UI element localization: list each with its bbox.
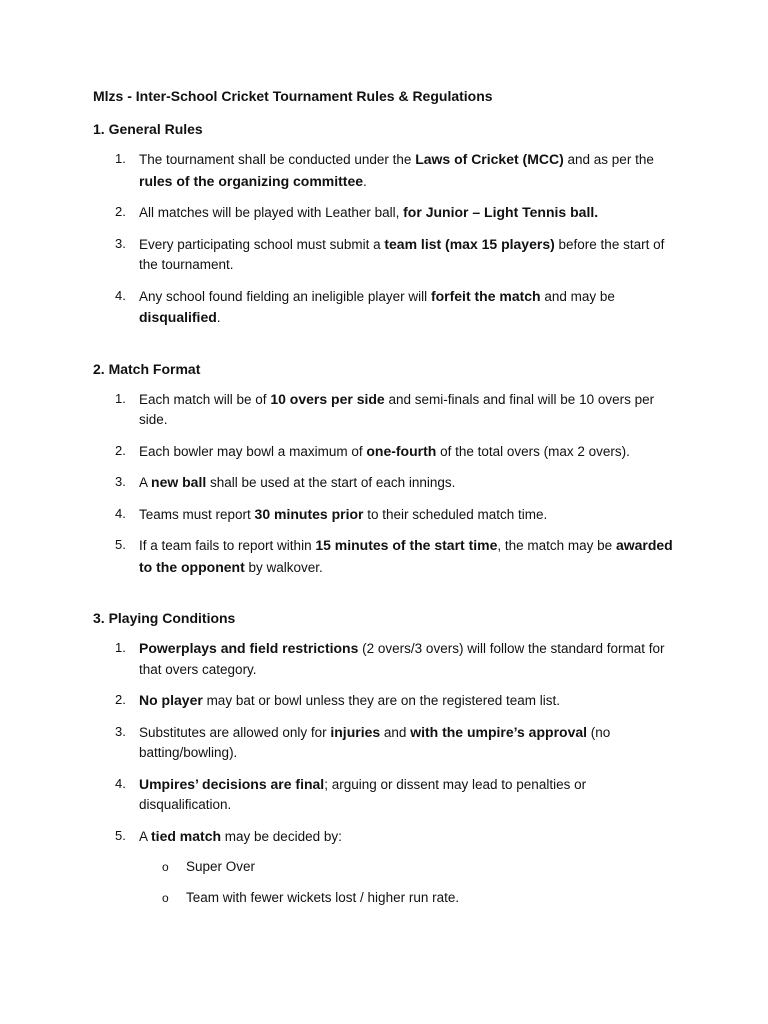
rule-item — [93, 286, 673, 329]
section-1 — [93, 119, 673, 329]
rule-number: 4. — [115, 775, 126, 791]
rule-number: 5. — [115, 827, 126, 843]
sections-container — [93, 119, 673, 908]
rule-text — [139, 289, 615, 326]
plain-text: may be decided by: — [221, 828, 342, 844]
plain-text: Each bowler may bowl a maximum of — [139, 443, 367, 459]
document-body — [93, 86, 673, 938]
rule-text — [139, 475, 455, 490]
emphasis-text: No player — [139, 692, 203, 708]
emphasis-text: team list (max 15 players) — [384, 235, 555, 252]
rules-list — [93, 638, 673, 908]
rule-item — [93, 826, 673, 909]
plain-text: and may be — [540, 288, 615, 304]
sub-item-text: Team with fewer wickets lost / higher run rate. — [186, 889, 460, 905]
rule-item — [93, 638, 673, 680]
plain-text: Substitutes are allowed only for — [139, 724, 331, 740]
plain-text: The tournament shall be conducted under the — [139, 152, 416, 167]
plain-text: All matches will be played with Leather ball, — [139, 205, 404, 220]
rule-item — [93, 774, 673, 816]
section-2 — [93, 359, 673, 579]
emphasis-text: Powerplays and field restrictions — [139, 640, 359, 656]
sub-item — [139, 857, 673, 878]
plain-text: shall be used at the start of each innings. — [206, 475, 456, 490]
emphasis-text: with the umpire’s approval — [410, 723, 588, 740]
plain-text: A — [139, 828, 152, 844]
plain-text: Every participating school must submit a — [139, 236, 385, 252]
rule-number: 5. — [115, 537, 126, 552]
plain-text: may bat or bowl unless they are on the registered team list. — [202, 693, 560, 708]
emphasis-text: injuries — [330, 723, 381, 740]
emphasis-text: for Junior – Light Tennis ball. — [403, 204, 599, 220]
rule-item — [93, 472, 673, 494]
emphasis-text: forfeit the match — [430, 287, 541, 304]
rule-item — [93, 234, 673, 276]
sub-list — [139, 857, 673, 908]
plain-text: of the total overs (max 2 overs). — [436, 443, 630, 459]
rule-text — [139, 693, 560, 708]
plain-text: (no batting/bowling). — [139, 724, 611, 760]
rule-text — [139, 392, 654, 428]
rule-text — [139, 829, 342, 844]
rule-text — [139, 777, 586, 813]
rules-list — [93, 389, 673, 579]
rules-list — [93, 149, 673, 329]
emphasis-text: Umpires’ decisions are final — [139, 775, 325, 792]
rule-text — [139, 237, 664, 273]
emphasis-text: tied match — [151, 827, 222, 844]
emphasis-text: disqualified — [139, 309, 217, 325]
sub-item-text: Super Over — [186, 859, 256, 874]
plain-text: and — [380, 724, 411, 740]
rule-item — [93, 535, 673, 578]
rule-number: 1. — [115, 640, 126, 655]
rule-number: 3. — [115, 723, 126, 739]
bullet-icon: o — [162, 860, 169, 874]
rule-number: 3. — [115, 474, 126, 489]
plain-text: A — [139, 475, 152, 490]
section-heading: 1. General Rules — [93, 121, 203, 137]
rule-number: 2. — [115, 204, 126, 219]
rule-number: 1. — [115, 390, 126, 406]
rule-text — [139, 444, 630, 459]
emphasis-text: awarded to the opponent — [139, 537, 673, 575]
plain-text: to their scheduled match time. — [363, 506, 548, 522]
plain-text: ; arguing or dissent may lead to penalties or disqualification. — [139, 776, 587, 812]
plain-text: and as per the — [563, 152, 654, 167]
rule-text — [139, 507, 547, 522]
plain-text: . — [216, 310, 221, 325]
section-heading: 2. Match Format — [93, 360, 201, 377]
rule-number: 3. — [115, 235, 126, 251]
rule-item — [93, 202, 673, 224]
rule-item — [93, 149, 673, 192]
rule-text — [139, 205, 598, 220]
emphasis-text: 15 minutes of the start time — [315, 537, 498, 553]
plain-text: and semi-finals and final will be 10 overs per side. — [139, 391, 655, 427]
rule-text — [139, 538, 673, 575]
rule-number: 4. — [115, 287, 126, 303]
rule-text — [139, 152, 654, 189]
plain-text: before the start of the tournament. — [139, 236, 665, 272]
plain-text: . — [363, 173, 367, 189]
rule-item — [93, 441, 673, 463]
sub-item — [139, 888, 673, 909]
emphasis-text: new ball — [151, 474, 207, 490]
plain-text: Teams must report — [139, 506, 255, 522]
emphasis-text: 30 minutes prior — [254, 505, 364, 522]
rule-item — [93, 389, 673, 431]
plain-text: Each match will be of — [139, 391, 271, 407]
plain-text: , the match may be — [497, 538, 616, 553]
emphasis-text: rules of the organizing committee — [139, 172, 364, 189]
document-title: Mlzs - Inter-School Cricket Tournament Rules & Regulations — [93, 88, 493, 104]
rule-item — [93, 504, 673, 526]
rule-text — [139, 725, 610, 761]
bullet-icon: o — [162, 890, 169, 905]
rule-number: 2. — [115, 442, 126, 458]
section-heading: 3. Playing Conditions — [93, 610, 236, 626]
rule-number: 2. — [115, 692, 126, 707]
plain-text: If a team fails to report within — [139, 538, 316, 553]
plain-text: by walkover. — [244, 559, 323, 575]
rule-item — [93, 722, 673, 764]
rule-number: 4. — [115, 505, 126, 521]
section-3 — [93, 608, 673, 908]
emphasis-text: one-fourth — [366, 442, 437, 459]
plain-text: (2 overs/3 overs) will follow the standard format for that overs category. — [139, 641, 665, 677]
emphasis-text: Laws of Cricket (MCC) — [415, 151, 564, 167]
plain-text: Any school found fielding an ineligible player will — [139, 288, 431, 304]
rule-item — [93, 690, 673, 712]
rule-number: 1. — [115, 151, 126, 166]
emphasis-text: 10 overs per side — [270, 390, 385, 407]
rule-text — [139, 641, 665, 677]
